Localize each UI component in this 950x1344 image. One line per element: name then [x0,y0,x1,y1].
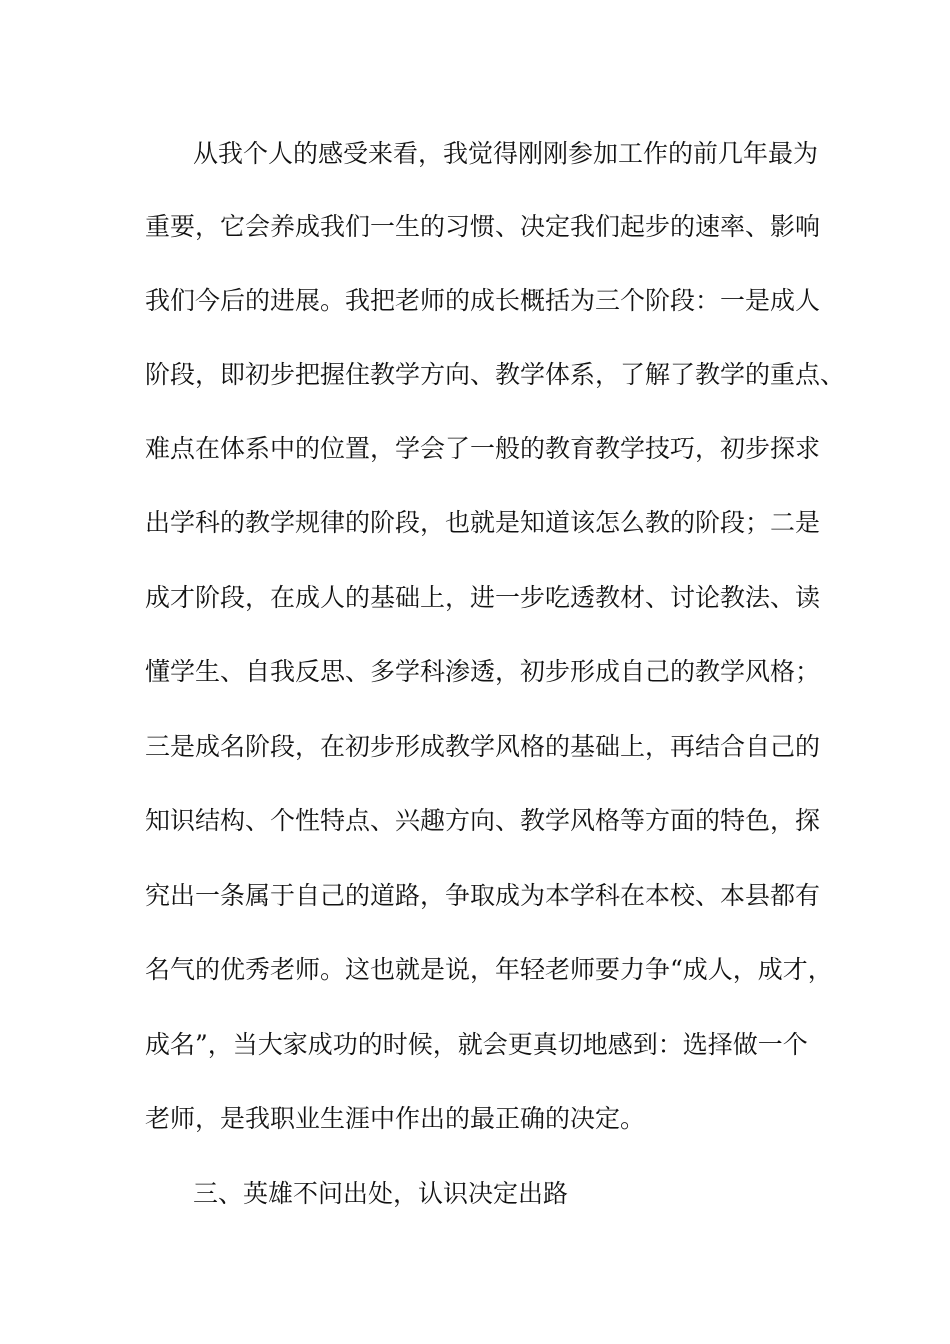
paragraph-line: 从我个人的感受来看，我觉得刚刚参加工作的前几年最为 [193,139,819,168]
paragraph-line: 名气的优秀老师。这也就是说，年轻老师要力争“成人，成才， [145,955,833,984]
section-heading: 三、英雄不问出处，认识决定出路 [193,1179,569,1208]
paragraph-line: 懂学生、自我反思、多学科渗透，初步形成自己的教学风格； [145,657,821,686]
paragraph-line: 老师，是我职业生涯中作出的最正确的决定。 [145,1104,646,1133]
paragraph-line: 知识结构、个性特点、兴趣方向、教学风格等方面的特色，探 [145,806,821,835]
paragraph-line: 出学科的教学规律的阶段，也就是知道该怎么教的阶段；二是 [145,508,821,537]
paragraph-line: 究出一条属于自己的道路，争取成为本学科在本校、本县都有 [145,881,821,910]
paragraph-line: 阶段，即初步把握住教学方向、教学体系，了解了教学的重点、 [145,360,846,389]
paragraph-line: 重要，它会养成我们一生的习惯、决定我们起步的速率、影响 [145,212,821,241]
paragraph-line: 成名”，当大家成功的时候，就会更真切地感到：选择做一个 [145,1030,808,1059]
paragraph-line: 三是成名阶段，在初步形成教学风格的基础上，再结合自己的 [145,732,821,761]
paragraph-line: 难点在体系中的位置，学会了一般的教育教学技巧，初步探求 [145,434,821,463]
paragraph-line: 成才阶段，在成人的基础上，进一步吃透教材、讨论教法、读 [145,583,821,612]
paragraph-line: 我们今后的进展。我把老师的成长概括为三个阶段：一是成人 [145,286,821,315]
